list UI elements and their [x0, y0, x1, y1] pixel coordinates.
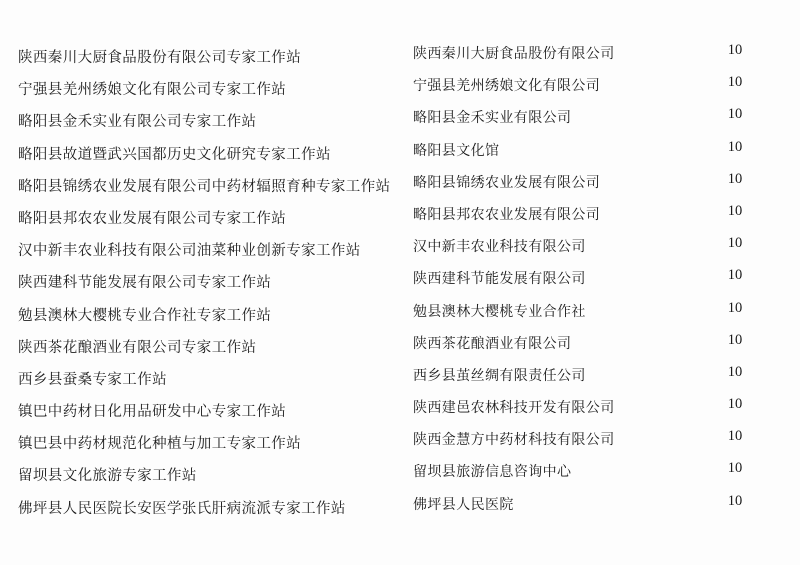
station-name: 勉县澳林大樱桃专业合作社专家工作站 — [18, 307, 272, 324]
list-row — [0, 265, 800, 297]
list-row — [0, 330, 800, 362]
funding-amount: 10 — [727, 202, 743, 219]
list-row — [0, 169, 800, 201]
station-name: 陕西茶花酿酒业有限公司专家工作站 — [18, 339, 257, 356]
funding-amount: 10 — [727, 299, 743, 316]
list-row — [0, 104, 800, 136]
host-company: 陕西建邑农林科技开发有限公司 — [413, 400, 615, 417]
list-row — [0, 72, 800, 104]
funding-amount: 10 — [727, 267, 743, 284]
list-row — [0, 233, 800, 265]
host-company: 留坝县旅游信息咨询中心 — [413, 464, 572, 481]
station-name: 镇巴县中药材规范化种植与加工专家工作站 — [18, 436, 302, 453]
list-row — [0, 458, 800, 490]
station-name: 佛坪县人民医院长安医学张氏肝病流派专家工作站 — [18, 500, 346, 517]
host-company: 陕西茶花酿酒业有限公司 — [413, 335, 572, 352]
funding-amount: 10 — [727, 428, 743, 445]
station-name: 略阳县邦农农业发展有限公司专家工作站 — [18, 210, 287, 227]
host-company: 略阳县文化馆 — [413, 142, 500, 159]
host-company: 佛坪县人民医院 — [413, 496, 514, 513]
station-name: 宁强县羌州绣娘文化有限公司专家工作站 — [18, 82, 287, 99]
station-name: 略阳县金禾实业有限公司专家工作站 — [18, 114, 257, 131]
host-company: 西乡县茧丝绸有限责任公司 — [413, 367, 586, 384]
host-company: 略阳县锦绣农业发展有限公司 — [413, 174, 601, 191]
host-company: 略阳县邦农农业发展有限公司 — [413, 206, 601, 223]
station-name: 汉中新丰农业科技有限公司油菜种业创新专家工作站 — [18, 243, 361, 260]
list-row — [0, 491, 800, 523]
host-company: 陕西秦川大厨食品股份有限公司 — [413, 46, 615, 62]
host-company: 勉县澳林大樱桃专业合作社 — [413, 303, 586, 320]
host-company: 陕西建科节能发展有限公司 — [413, 271, 586, 288]
station-name: 留坝县文化旅游专家工作站 — [18, 468, 197, 485]
host-company: 宁强县羌州绣娘文化有限公司 — [413, 78, 601, 95]
station-name: 陕西建科节能发展有限公司专家工作站 — [18, 275, 272, 292]
funding-amount: 10 — [727, 235, 743, 252]
station-list — [0, 40, 800, 523]
funding-amount: 10 — [727, 170, 743, 187]
station-name: 略阳县锦绣农业发展有限公司中药材辐照育种专家工作站 — [18, 178, 391, 195]
list-row — [0, 40, 800, 72]
funding-amount: 10 — [727, 74, 743, 91]
host-company: 陕西金慧方中药材科技有限公司 — [413, 432, 615, 449]
list-row — [0, 426, 800, 458]
station-name: 镇巴中药材日化用品研发中心专家工作站 — [18, 404, 287, 421]
funding-amount: 10 — [727, 460, 743, 477]
funding-amount: 10 — [727, 106, 743, 123]
host-company: 汉中新丰农业科技有限公司 — [413, 239, 586, 256]
station-name: 西乡县蚕桑专家工作站 — [18, 371, 167, 388]
funding-amount: 10 — [727, 138, 743, 155]
list-row — [0, 137, 800, 169]
list-row — [0, 394, 800, 426]
list-row — [0, 201, 800, 233]
list-row — [0, 362, 800, 394]
funding-amount: 10 — [727, 492, 743, 509]
funding-amount: 10 — [727, 396, 743, 413]
station-name: 略阳县故道暨武兴国都历史文化研究专家工作站 — [18, 146, 331, 163]
list-row — [0, 298, 800, 330]
host-company: 略阳县金禾实业有限公司 — [413, 110, 572, 127]
funding-amount: 10 — [727, 331, 743, 348]
station-name: 陕西秦川大厨食品股份有限公司专家工作站 — [18, 50, 302, 66]
funding-amount: 10 — [727, 363, 743, 380]
funding-amount: 10 — [727, 42, 743, 58]
